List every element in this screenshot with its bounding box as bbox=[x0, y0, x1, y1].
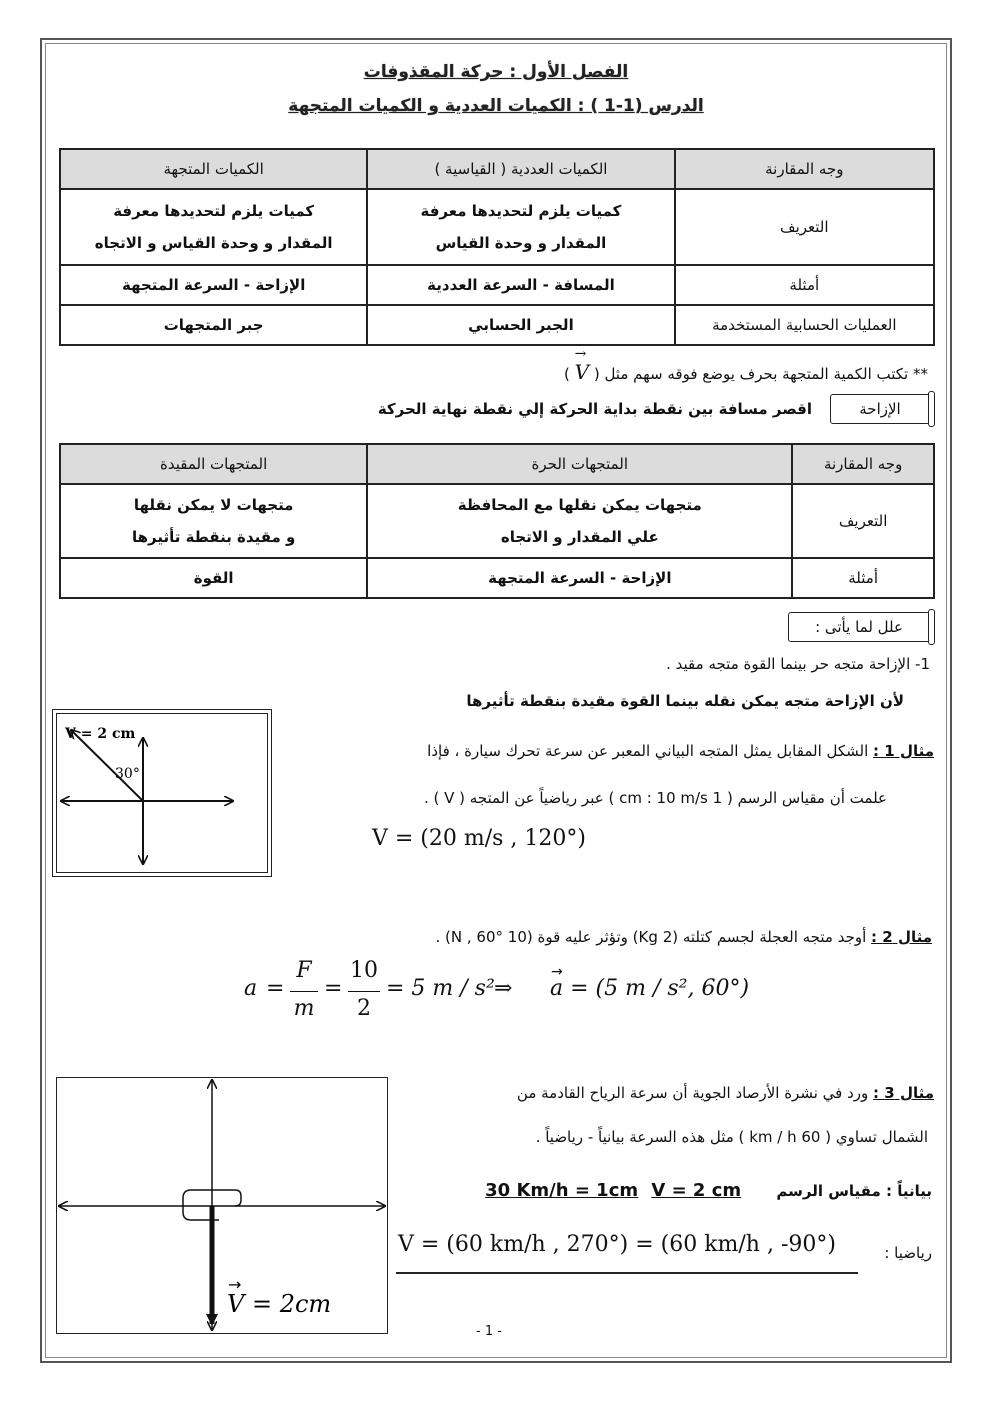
example3-graph-line bbox=[432, 1180, 932, 1201]
scalar-vector-table bbox=[59, 148, 935, 346]
example1-fig-label: V = 2 cm bbox=[65, 726, 136, 742]
row-label: التعريف bbox=[675, 189, 934, 265]
fraction-bar-2 bbox=[348, 991, 380, 992]
example3-vector-diagram bbox=[57, 1078, 389, 1335]
table-header: المتجهات المقيدة bbox=[60, 444, 367, 484]
table-cell: الإزاحة - السرعة المتجهة bbox=[60, 265, 367, 305]
graph-label: بيانياً : bbox=[886, 1182, 932, 1200]
example1-answer: V = (20 m/s , 120°) bbox=[372, 826, 586, 851]
table-cell: القوة bbox=[60, 558, 367, 598]
row-label: أمثلة bbox=[792, 558, 934, 598]
eq-F: F bbox=[296, 958, 312, 983]
vector-note-text: ** تكتب الكمية المتجهة بحرف يوضع فوقه سهم مثل ( bbox=[593, 365, 928, 383]
example3-line1 bbox=[414, 1084, 934, 1102]
table-header-row bbox=[60, 444, 934, 484]
cell-line: المقدار و وحدة القياس و الاتجاه bbox=[94, 234, 333, 252]
angle-marker-end bbox=[219, 1190, 241, 1206]
example1-vector-diagram bbox=[57, 714, 269, 874]
table-cell: الجبر الحسابي bbox=[367, 305, 674, 345]
table-row bbox=[60, 484, 934, 558]
scale-value: 30 Km/h = 1cm bbox=[485, 1180, 639, 1201]
fraction-bar bbox=[290, 991, 318, 992]
explain-answer: لأن الإزاحة متجه يمكن نقله بينما القوة مقيدة بنقطة تأثيرها bbox=[466, 692, 904, 710]
cell-line: و مقيدة بنقطة تأثيرها bbox=[131, 528, 296, 546]
table-cell bbox=[367, 189, 674, 265]
cell-line: علي المقدار و الاتجاه bbox=[500, 528, 659, 546]
table-row bbox=[60, 189, 934, 265]
chapter-title: الفصل الأول : حركة المقذوفات bbox=[363, 62, 629, 82]
length-value: V = 2 cm bbox=[651, 1180, 742, 1201]
example3-figure-frame bbox=[56, 1077, 388, 1334]
displacement-definition: اقصر مسافة بين نقطة بداية الحركة إلي نقطة نهاية الحركة bbox=[377, 400, 812, 418]
table-header: وجه المقارنة bbox=[675, 149, 934, 189]
cell-line: كميات يلزم لتحديدها معرفة bbox=[113, 202, 315, 220]
table-header: وجه المقارنة bbox=[792, 444, 934, 484]
eq-den: 2 bbox=[357, 996, 371, 1021]
cell-line: متجهات لا يمكن نقلها bbox=[133, 496, 294, 514]
eq-a: a bbox=[244, 976, 258, 1001]
example3-line2: الشمال تساوي ( 60 km / h ) مثل هذه السرعة بيانياً - رياضياً . bbox=[535, 1128, 928, 1146]
eq-implies: ⇒ bbox=[494, 976, 513, 1001]
free-bound-table bbox=[59, 443, 935, 599]
lesson-title: الدرس (1-1 ) : الكميات العددية و الكميات المتجهة bbox=[288, 96, 704, 116]
table-cell bbox=[60, 189, 367, 265]
answer-underline bbox=[396, 1272, 858, 1274]
table-cell bbox=[367, 484, 792, 558]
example2-line bbox=[435, 928, 932, 946]
displacement-label: الإزاحة bbox=[830, 394, 930, 424]
vector-arrow-icon: → bbox=[551, 964, 563, 980]
explain-label: علل لما يأتى : bbox=[788, 612, 930, 642]
example1-label: مثال 1 : bbox=[873, 742, 934, 760]
vector-arrow-icon: → bbox=[228, 1275, 242, 1294]
example1-figure-frame-inner bbox=[56, 713, 268, 873]
eq-num: 10 bbox=[350, 958, 378, 983]
page-number: - 1 - bbox=[476, 1324, 502, 1339]
table-row bbox=[60, 305, 934, 345]
explain-question: 1- الإزاحة متجه حر بينما القوة متجه مقيد . bbox=[666, 655, 930, 673]
vector-v-symbol: → V bbox=[574, 346, 590, 384]
vector-note-close: ) bbox=[563, 365, 570, 383]
cell-line: كميات يلزم لتحديدها معرفة bbox=[420, 202, 622, 220]
cell-line: المقدار و وحدة القياس bbox=[435, 234, 607, 252]
table-cell: الإزاحة - السرعة المتجهة bbox=[367, 558, 792, 598]
example1-line1 bbox=[294, 742, 934, 760]
eq-m: m bbox=[293, 996, 315, 1021]
eq-equals-2: = bbox=[324, 976, 343, 1001]
example3-text: ورد في نشرة الأرصاد الجوية أن سرعة الرياح القادمة من bbox=[516, 1084, 869, 1102]
table-header: الكميات المتجهة bbox=[60, 149, 367, 189]
example3-math-value: V = (60 km/h , 270°) = (60 km/h , -90°) bbox=[398, 1232, 836, 1257]
vector-note bbox=[563, 346, 928, 384]
example1-fig-angle: 30° bbox=[115, 766, 140, 782]
eq-vector-result: a = (5 m / s², 60°) bbox=[550, 976, 750, 1001]
scale-label: مقياس الرسم bbox=[776, 1182, 881, 1200]
table-row bbox=[60, 558, 934, 598]
example2-equation bbox=[244, 958, 764, 1028]
math-label: رياضيا : bbox=[884, 1244, 932, 1262]
eq-equals: = bbox=[266, 976, 285, 1001]
table-cell: المسافة - السرعة العددية bbox=[367, 265, 674, 305]
eq-result: = 5 m / s² bbox=[386, 976, 495, 1001]
row-label: العمليات الحسابية المستخدمة bbox=[675, 305, 934, 345]
row-label: أمثلة bbox=[675, 265, 934, 305]
row-label: التعريف bbox=[792, 484, 934, 558]
example2-label: مثال 2 : bbox=[871, 928, 932, 946]
table-row bbox=[60, 265, 934, 305]
table-cell: جبر المتجهات bbox=[60, 305, 367, 345]
example1-text: الشكل المقابل يمثل المتجه البياني المعبر عن سرعة تحرك سيارة ، فإذا bbox=[427, 742, 869, 760]
table-cell bbox=[60, 484, 367, 558]
table-header-row bbox=[60, 149, 934, 189]
cell-line: متجهات يمكن نقلها مع المحافظة bbox=[457, 496, 702, 514]
example1-line2: علمت أن مقياس الرسم ( 1 cm : 10 m/s ) عبر رياضياً عن المتجه ( V ) . bbox=[423, 789, 887, 807]
table-header: الكميات العددية ( القياسية ) bbox=[367, 149, 674, 189]
table-header: المتجهات الحرة bbox=[367, 444, 792, 484]
example3-label: مثال 3 : bbox=[873, 1084, 934, 1102]
example2-text: أوجد متجه العجلة لجسم كتلته (2 Kg) وتؤثر عليه قوة (10 N , 60°) . bbox=[435, 928, 867, 946]
example3-fig-label: V = 2cm bbox=[227, 1290, 332, 1318]
